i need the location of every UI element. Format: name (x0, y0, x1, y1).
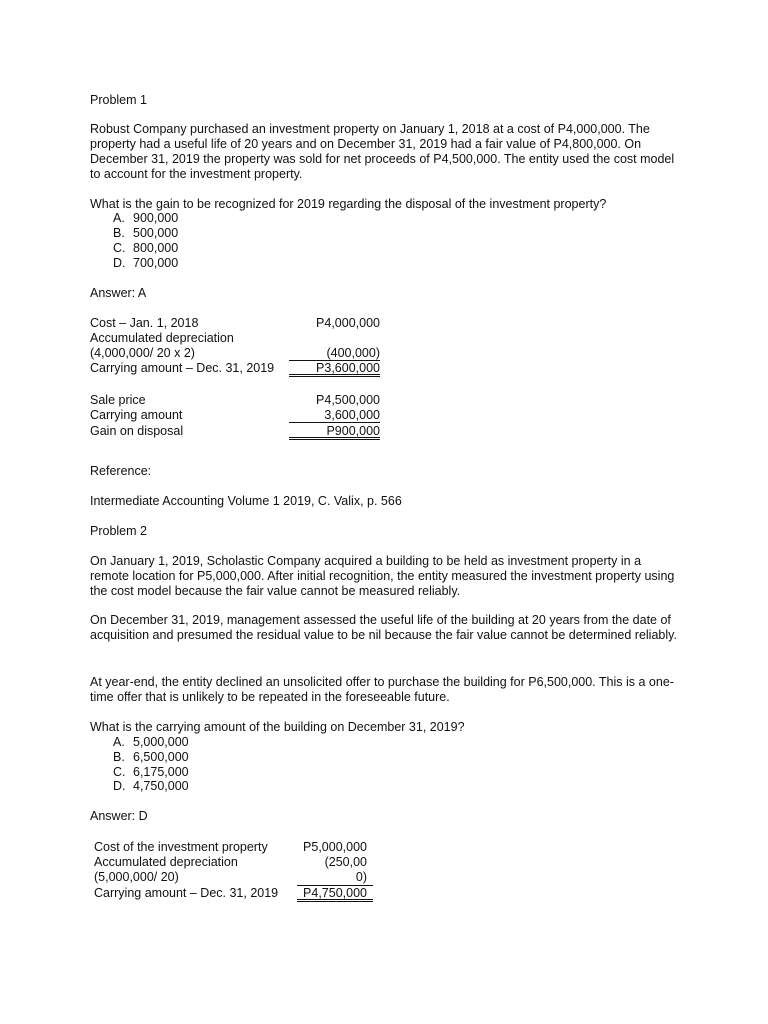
table-row (90, 393, 380, 408)
row-label: Gain on disposal (90, 424, 184, 438)
problem2-paragraph-3: At year-end, the entity declined an unsolicited offer to purchase the building for P6,500,000. This is a one-time offer that is unlikely to be repeated in the foreseeable future. (90, 675, 674, 704)
row-label: Carrying amount – Dec. 31, 2019 (90, 361, 275, 375)
problem2-paragraph-1: On January 1, 2019, Scholastic Company acquired a building to be held as investment property in a remote location for P5,000,000. After initial recognition, the entity measured the investment property using the cost model because the fair value cannot be measured reliably. (90, 554, 675, 598)
row-label: Carrying amount – Dec. 31, 2019 (94, 886, 279, 900)
reference-text: Intermediate Accounting Volume 1 2019, C. Valix, p. 566 (90, 494, 402, 508)
problem2-option-c (113, 765, 189, 780)
problem1-option-a (113, 211, 178, 226)
option-letter: B. (113, 226, 125, 240)
problem1-title: Problem 1 (90, 93, 147, 107)
option-value: 4,750,000 (133, 779, 189, 793)
problem1-question: What is the gain to be recognized for 2019 regarding the disposal of the investment property? (90, 197, 607, 211)
table-row (94, 870, 367, 885)
problem2-question: What is the carrying amount of the building on December 31, 2019? (90, 720, 465, 734)
option-letter: A. (113, 735, 125, 749)
row-label: Accumulated depreciation (90, 331, 234, 345)
problem1-option-c (113, 241, 178, 256)
problem1-answer: Answer: A (90, 286, 147, 300)
row-label: Accumulated depreciation (94, 855, 238, 869)
row-amount: (400,000) (326, 346, 380, 360)
row-amount: P5,000,000 (303, 840, 367, 854)
total-double-rule (289, 374, 380, 377)
row-label: Sale price (90, 393, 146, 407)
option-value: 5,000,000 (133, 735, 189, 749)
row-amount: P4,500,000 (316, 393, 380, 407)
problem1-option-d (113, 256, 178, 271)
option-value: 800,000 (133, 241, 179, 255)
problem2-option-a (113, 735, 189, 750)
row-amount: P4,000,000 (316, 316, 380, 330)
row-amount: P900,000 (326, 424, 380, 438)
row-label: (5,000,000/ 20) (94, 870, 179, 884)
total-double-rule (297, 899, 373, 902)
option-letter: C. (113, 765, 126, 779)
row-amount: 0) (355, 870, 367, 884)
table-row (90, 346, 380, 361)
problem2-option-d (113, 779, 189, 794)
problem1-paragraph: Robust Company purchased an investment property on January 1, 2018 at a cost of P4,000,000. The property had a useful life of 20 years and on December 31, 2019 had a fair value of P4,800,000. On December 31, 2019 the property was sold for net proceeds of P4,500,000. The entity used the cost model to account for the investment property. (90, 122, 675, 181)
total-double-rule (289, 437, 380, 440)
table-row (94, 855, 367, 870)
option-letter: D. (113, 256, 126, 270)
row-amount: 3,600,000 (324, 408, 380, 422)
row-amount: P4,750,000 (303, 886, 367, 900)
table-row (90, 316, 380, 331)
problem2-option-b (113, 750, 189, 765)
problem2-answer: Answer: D (90, 809, 148, 823)
option-letter: D. (113, 779, 126, 793)
option-letter: C. (113, 241, 126, 255)
table-row (94, 840, 367, 855)
option-letter: A. (113, 211, 125, 225)
row-amount: P3,600,000 (316, 361, 380, 375)
problem1-option-b (113, 226, 178, 241)
row-label: (4,000,000/ 20 x 2) (90, 346, 195, 360)
option-value: 6,500,000 (133, 750, 189, 764)
table-row (90, 408, 380, 423)
subtotal-rule (289, 422, 380, 423)
row-label: Cost – Jan. 1, 2018 (90, 316, 199, 330)
row-amount: (250,00 (324, 855, 367, 869)
option-value: 500,000 (133, 226, 179, 240)
option-value: 6,175,000 (133, 765, 189, 779)
reference-label: Reference: (90, 464, 152, 478)
row-label: Cost of the investment property (94, 840, 268, 854)
option-letter: B. (113, 750, 125, 764)
table-row (90, 331, 380, 346)
problem2-title: Problem 2 (90, 524, 147, 538)
option-value: 900,000 (133, 211, 179, 225)
row-label: Carrying amount (90, 408, 183, 422)
option-value: 700,000 (133, 256, 179, 270)
problem2-paragraph-2: On December 31, 2019, management assessed the useful life of the building at 20 years from the date of acquisition and presumed the residual value to be nil because the fair value cannot be determined reliably. (90, 613, 677, 642)
